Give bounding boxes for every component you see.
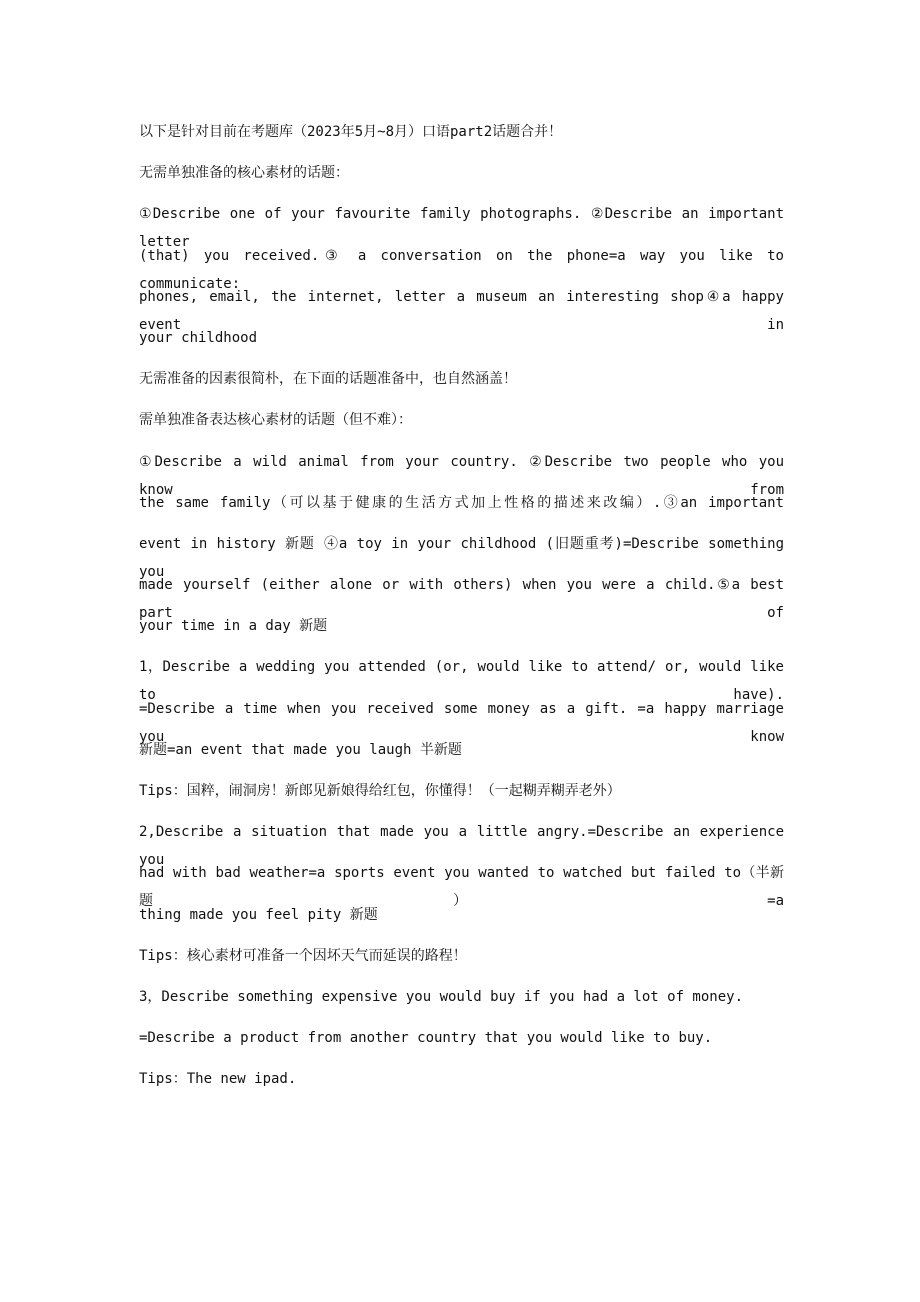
text-line-15: =Describe a time when you received some money as a gift. =a happy marriage you know — [139, 700, 784, 745]
text-line-16: 新题=an event that made you laugh 半新题 — [139, 741, 462, 758]
text-line-19: had with bad weather=a sports event you wanted to watched but failed to（半新题）=a — [139, 865, 784, 910]
text-line-13: your time in a day 新题 — [139, 618, 328, 635]
text-line-10: the same family（可以基于健康的生活方式加上性格的描述来改编）.③an important — [139, 494, 784, 511]
text-line-8: 需单独准备表达核心素材的话题（但不难）： — [139, 412, 412, 429]
text-line-24: Tips：The new ipad. — [139, 1071, 297, 1088]
text-line-6: your childhood — [139, 329, 258, 346]
text-line-4: (that) you received.③ a conversation on the phone=a way you like to communicate: — [139, 247, 784, 292]
text-line-17: Tips：国粹，闹洞房！新郎见新娘得给红包，你懂得！（一起糊弄糊弄老外） — [139, 783, 621, 799]
text-line-12: made yourself (either alone or with others) when you were a child.⑤a best part of — [139, 577, 784, 622]
text-line-21: Tips：核心素材可准备一个因坏天气而延误的路程！ — [139, 947, 467, 964]
document-body — [139, 118, 784, 1107]
text-line-22: 3，Describe something expensive you would buy if you had a lot of money. — [139, 988, 744, 1005]
text-line-3: ①Describe one of your favourite family photographs. ②Describe an important letter — [139, 206, 784, 251]
text-line-2: 无需单独准备的核心素材的话题： — [139, 165, 349, 182]
text-line-23: =Describe a product from another country that you would like to buy. — [139, 1030, 713, 1047]
text-line-14: 1，Describe a wedding you attended (or, would like to attend/ or, would like to have). — [139, 659, 784, 704]
text-line-11: event in history 新题 ④a toy in your childhood (旧题重考)=Describe something you — [139, 535, 784, 580]
text-line-18: 2,Describe a situation that made you a little angry.=Describe an experience you — [139, 824, 784, 869]
text-line-1: 以下是针对目前在考题库（2023年5月~8月）口语part2话题合并！ — [139, 124, 563, 140]
text-line-20: thing made you feel pity 新题 — [139, 906, 378, 923]
text-line-7: 无需准备的因素很简朴，在下面的话题准备中，也自然涵盖！ — [139, 371, 517, 388]
text-line-5: phones, email, the internet, letter a museum an interesting shop④a happy event in — [139, 288, 784, 333]
text-line-9: ①Describe a wild animal from your country. ②Describe two people who you know from — [139, 453, 784, 498]
